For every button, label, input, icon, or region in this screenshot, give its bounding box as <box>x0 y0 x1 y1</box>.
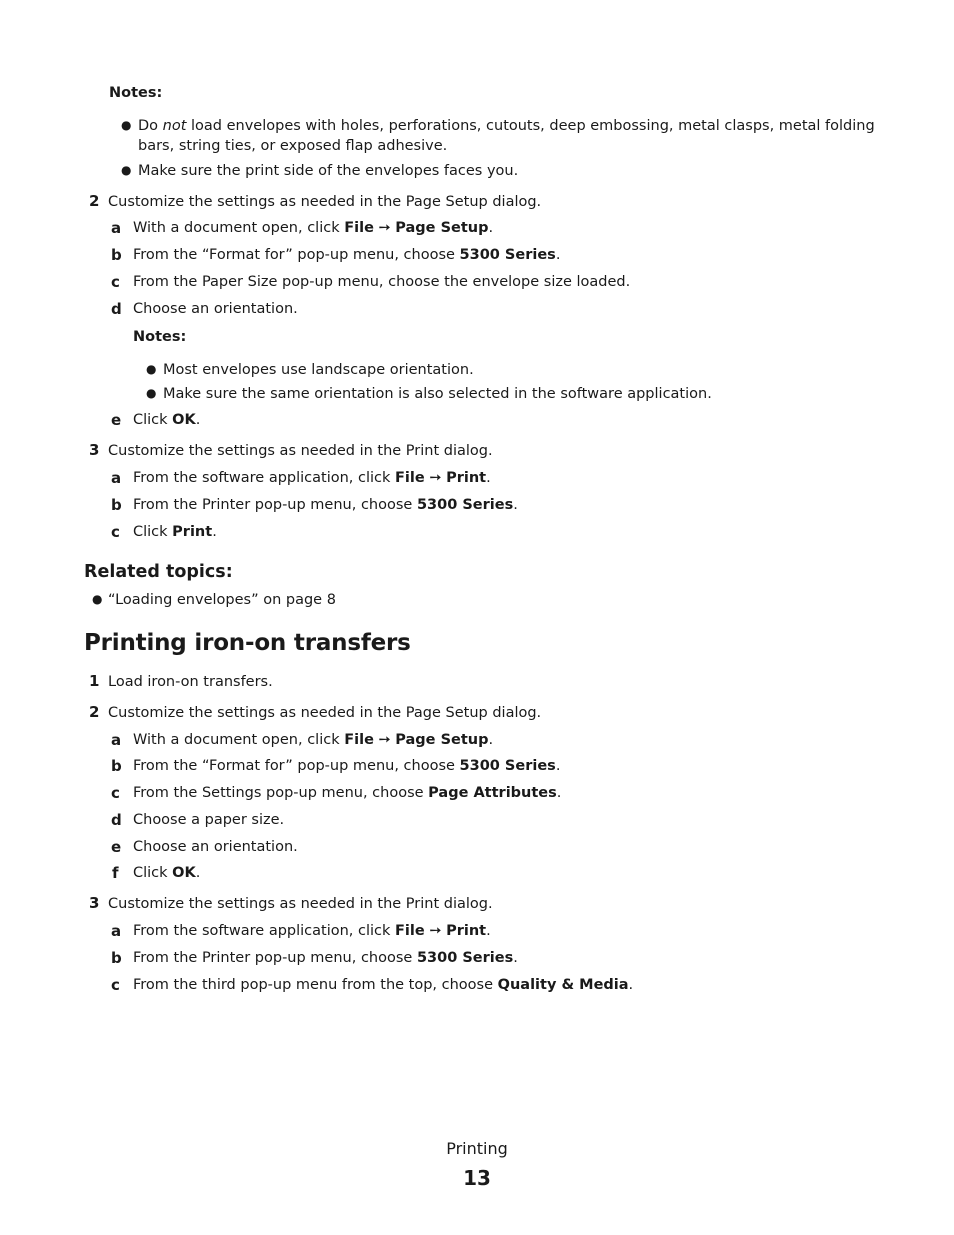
substep-letter: c <box>111 976 120 994</box>
substep-letter: a <box>111 469 122 487</box>
substep-letter: b <box>111 757 122 775</box>
footer-section-label: Printing <box>446 1139 508 1158</box>
note-item: Make sure the print side of the envelopes faces you. <box>138 163 519 179</box>
step-text: Customize the settings as needed in the Print dialog. <box>108 896 493 912</box>
substep-text: From the third pop-up menu from the top, choose Quality & Media. <box>133 977 634 993</box>
substep-letter: e <box>111 838 122 856</box>
substep-letter: a <box>111 922 122 940</box>
substep-letter: a <box>111 219 122 237</box>
substep-text: Click OK. <box>133 412 201 428</box>
note-item: Do not load envelopes with holes, perforations, cutouts, deep embossing, metal clasps, metal folding bars, string ties, or exposed flap adhesive. <box>138 118 875 154</box>
substep-text: Choose an orientation. <box>133 839 298 855</box>
related-topics-heading: Related topics: <box>84 562 233 582</box>
substep-letter: d <box>111 811 122 829</box>
substep-text: From the “Format for” pop-up menu, choose 5300 Series. <box>133 247 561 263</box>
substep-text: Choose an orientation. <box>133 301 298 317</box>
page-number: 13 <box>463 1166 491 1190</box>
arrow-icon: ➙ <box>429 470 442 486</box>
note-item: Make sure the same orientation is also selected in the software application. <box>163 386 712 402</box>
bullet-icon: ● <box>146 362 157 376</box>
substep-letter: c <box>111 523 120 541</box>
substep-text: From the Settings pop-up menu, choose Page Attributes. <box>133 785 562 801</box>
substep-text: From the software application, click File ➙ Print. <box>133 470 491 486</box>
bullet-icon: ● <box>121 118 132 132</box>
substep-text: From the Printer pop-up menu, choose 5300 Series. <box>133 950 518 966</box>
notes-heading: Notes: <box>133 329 187 345</box>
substep-letter: a <box>111 731 122 749</box>
bullet-icon: ● <box>92 592 103 606</box>
substep-letter: f <box>112 864 119 882</box>
substep-letter: e <box>111 411 122 429</box>
bullet-icon: ● <box>121 163 132 177</box>
arrow-icon: ➙ <box>429 923 442 939</box>
step-text: Customize the settings as needed in the Print dialog. <box>108 443 493 459</box>
arrow-icon: ➙ <box>378 220 391 236</box>
substep-letter: b <box>111 496 122 514</box>
step-number: 3 <box>89 441 100 459</box>
substep-text: From the software application, click File ➙ Print. <box>133 923 491 939</box>
substep-text: From the Paper Size pop-up menu, choose the envelope size loaded. <box>133 274 631 290</box>
substep-text: Click OK. <box>133 865 201 881</box>
step-text: Customize the settings as needed in the Page Setup dialog. <box>108 194 542 210</box>
substep-text: With a document open, click File ➙ Page Setup. <box>133 220 494 236</box>
substep-letter: c <box>111 784 120 802</box>
bullet-icon: ● <box>146 386 157 400</box>
substep-letter: c <box>111 273 120 291</box>
step-text: Customize the settings as needed in the Page Setup dialog. <box>108 705 542 721</box>
arrow-icon: ➙ <box>378 732 391 748</box>
substep-text: Click Print. <box>133 524 217 540</box>
substep-text: Choose a paper size. <box>133 812 285 828</box>
note-item: Most envelopes use landscape orientation. <box>163 362 474 378</box>
step-number: 2 <box>89 703 100 721</box>
substep-letter: b <box>111 949 122 967</box>
notes-heading: Notes: <box>109 85 163 101</box>
step-number: 2 <box>89 192 100 210</box>
related-topic-link[interactable]: “Loading envelopes” on page 8 <box>108 592 336 608</box>
substep-text: From the Printer pop-up menu, choose 5300 Series. <box>133 497 518 513</box>
step-number: 3 <box>89 894 100 912</box>
substep-text: From the “Format for” pop-up menu, choose 5300 Series. <box>133 758 561 774</box>
section-title: Printing iron-on transfers <box>84 630 411 656</box>
substep-letter: b <box>111 246 122 264</box>
substep-text: With a document open, click File ➙ Page Setup. <box>133 732 494 748</box>
step-text: Load iron-on transfers. <box>108 674 273 690</box>
step-number: 1 <box>89 672 100 690</box>
substep-letter: d <box>111 300 122 318</box>
